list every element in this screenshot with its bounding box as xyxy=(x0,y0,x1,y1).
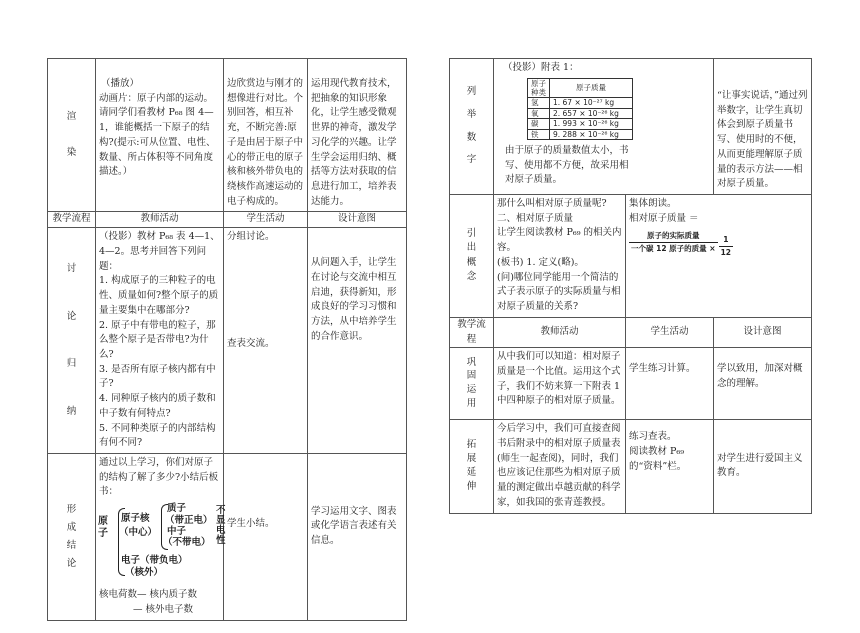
row-concept xyxy=(450,195,812,318)
label-nucleus: 原子核 xyxy=(121,513,150,525)
question-item: 2. 原子中有带电的粒子，那么整个原子是否带电?为什么? xyxy=(99,319,216,360)
flow-char: 讨 xyxy=(66,263,77,275)
flow-char: 伸 xyxy=(466,481,477,493)
header-row xyxy=(48,212,407,228)
atom-mass: 2. 657 × 10⁻²⁶ kg xyxy=(550,108,633,118)
teacher-activity-cell xyxy=(96,453,224,620)
flow-char: 引 xyxy=(466,228,477,240)
flow-cell-conclusion xyxy=(48,453,96,620)
flow-char: 展 xyxy=(466,452,477,464)
teacher-text: 由于原子的质量数值太小，书写、使用都不方便，故采用相对原子质量。 xyxy=(505,144,629,186)
student-text: 学生小结。 xyxy=(227,517,275,529)
teacher-activity-cell xyxy=(494,420,626,513)
student-activity-cell xyxy=(626,348,714,420)
flow-char: 列 xyxy=(466,85,477,97)
flow-char: 论 xyxy=(66,557,77,569)
fraction-numerator: 原子的实际质量 xyxy=(629,230,718,243)
teacher-text: 请同学们看教材 P₆₈ 图 4—1，谁能概括一下原子的结构?(提示:可从位置、电性、数量、所占体积等不同角度描述。） xyxy=(99,107,216,178)
header-teacher: 教师活动 xyxy=(96,212,224,228)
mass-table-col1b: 种类 xyxy=(531,88,546,98)
label-proton: 质子 xyxy=(167,503,187,515)
student-text: 集体朗读。 xyxy=(629,198,677,210)
student-text: 学生练习计算。 xyxy=(629,363,696,375)
flow-cell-concept xyxy=(450,195,494,318)
label-neutron: 中子 xyxy=(167,526,187,538)
teacher-activity-cell xyxy=(494,59,714,195)
teacher-text: (问)哪位同学能用一个简洁的式子表示原子的实际质量与相对原子质量的关系? xyxy=(497,271,621,313)
student-activity-cell xyxy=(626,195,812,318)
teacher-activity-cell xyxy=(96,59,224,212)
flow-char: 归 xyxy=(66,358,77,370)
design-intent-cell xyxy=(308,228,407,454)
table-row xyxy=(528,98,633,108)
mass-table-col2: 原子质量 xyxy=(550,78,633,98)
row-consolidate xyxy=(450,348,812,420)
design-text: 学习运用文字、图表或化学语言表述有关信息。 xyxy=(311,505,397,547)
label-electron: 电子（带负电） xyxy=(121,555,188,567)
atom-name: 碳 xyxy=(528,119,550,129)
formula-line: 核电荷数— 核内质子数 xyxy=(99,589,198,601)
right-lesson-table xyxy=(449,58,812,514)
design-intent-cell xyxy=(308,59,407,212)
table-row xyxy=(528,129,633,139)
question-item: 4. 同种原子核内的质子数和中子数有何特点? xyxy=(99,393,216,419)
row-extend xyxy=(450,420,812,513)
teacher-text: 从中我们可以知道：相对原子质量是一个比值。运用这个式子，我们不妨来算一下附表 1 中四种原子的相对原子质量。 xyxy=(497,351,621,407)
student-text: 分组讨论。 xyxy=(227,231,275,243)
atom-mass: 9. 288 × 10⁻²⁶ kg xyxy=(550,129,633,139)
label-outside: （核外） xyxy=(125,567,164,579)
teacher-text: （播放） xyxy=(101,78,140,89)
left-lesson-table xyxy=(47,58,407,621)
label-neutral: （不带电） xyxy=(163,537,211,549)
teacher-text: 二、相对原子质量 xyxy=(497,212,574,224)
teacher-text: （投影）附表 1： xyxy=(503,62,579,73)
design-text: “让事实说话，”通过列举数字，让学生真切体会到原子质量书写、使用时的不便，从而更能理解原子质量的表示方法——相对原子质量。 xyxy=(717,90,808,190)
row-discuss xyxy=(48,228,407,454)
label-center: （中心） xyxy=(119,527,158,539)
atom-name: 氧 xyxy=(528,108,550,118)
flow-cell-discuss xyxy=(48,228,96,454)
flow-char: 拓 xyxy=(466,438,477,450)
flow-char: 纳 xyxy=(66,405,77,417)
atom-mass: 1. 993 × 10⁻²⁶ kg xyxy=(550,119,633,129)
atom-mass: 1. 67 × 10⁻²⁷ kg xyxy=(550,98,633,108)
table-row xyxy=(528,119,633,129)
atom-name: 氢 xyxy=(528,98,550,108)
student-activity-cell xyxy=(626,420,714,513)
header-flow: 教学流程 xyxy=(450,317,494,347)
design-text: 从问题入手，让学生在讨论与交流中相互启迪，获得新知，形成良好的学习习惯和方法，从中培养学生的合作意识。 xyxy=(311,257,397,342)
formula-fraction xyxy=(629,230,718,254)
design-intent-cell xyxy=(714,420,812,513)
teacher-text: 那什么叫相对原子质量呢? xyxy=(497,198,607,210)
question-item: 1. 构成原子的三种粒子的电性、质量如何?整个原子的质量主要集中在哪部分? xyxy=(99,275,219,316)
flow-char: 论 xyxy=(66,310,77,322)
flow-cell-rendering xyxy=(48,59,96,212)
formula-label: 相对原子质量 ＝ xyxy=(629,212,699,224)
header-design: 设计意图 xyxy=(714,317,812,347)
label-atom: 原子 xyxy=(98,516,108,539)
flow-char: 举 xyxy=(466,108,477,120)
header-student: 学生活动 xyxy=(224,212,308,228)
flow-char: 念 xyxy=(466,270,477,282)
label-positive: （带正电） xyxy=(165,515,213,527)
teacher-text: 今后学习中，我们可直接查阅书后附录中的相对原子质量表(师生一起查阅)，同时，我们也应该记住那些为相对原子质量的测定做出卓越贡献的科学家，如我国的张青莲教授。 xyxy=(497,423,621,508)
teacher-activity-cell xyxy=(96,228,224,454)
mass-table-col1: 原子 xyxy=(531,78,546,88)
flow-cell-consolidate xyxy=(450,348,494,420)
design-intent-cell xyxy=(714,348,812,420)
flow-char: 染 xyxy=(66,147,77,159)
teacher-text: （投影）教材 P₆₈ 表 4—1、4—2。思考并回答下列问题： xyxy=(99,231,220,272)
label-no-charge: 不 显 电 性 xyxy=(216,505,226,547)
flow-char: 用 xyxy=(466,398,477,409)
student-text: 边欣赏边与刚才的想像进行对比。个别回答，相互补充，不断完善:原子是由居于原子中心的带正电的原子核和核外带负电的绕核作高速运动的电子构成的。 xyxy=(227,78,304,207)
design-text: 对学生进行爱国主义教育。 xyxy=(717,452,803,479)
row-list-numbers xyxy=(450,59,812,195)
header-design: 设计意图 xyxy=(308,212,407,228)
teacher-text: 让学生阅读教材 P₆₉ 的相关内容。 xyxy=(497,227,622,254)
formula-twelfth: $\frac{1}{12}$ xyxy=(720,235,732,258)
student-activity-cell xyxy=(224,59,308,212)
flow-char: 结 xyxy=(66,539,77,551)
header-student: 学生活动 xyxy=(626,317,714,347)
design-text: 运用现代教育技术，把抽象的知识形象化，让学生感受微观世界的神奇，激发学习化学的兴趣。让学生学会运用归纳、概括等方法对获取的信息进行加工，培养表达能力。 xyxy=(311,78,397,207)
teacher-text: 动画片：原子内部的运动。 xyxy=(99,92,214,104)
table-row xyxy=(528,108,633,118)
flow-char: 概 xyxy=(466,256,477,268)
atomic-mass-table xyxy=(527,78,633,140)
relative-mass-formula xyxy=(629,226,808,258)
fraction-denominator: 一个碳 12 原子的质量 × xyxy=(631,244,716,254)
student-text: 练习查表。 xyxy=(629,431,677,443)
row-conclusion xyxy=(48,453,407,620)
flow-char: 渲 xyxy=(66,111,77,123)
student-text: 阅读教材 P₆₉ 的“资料”栏。 xyxy=(629,445,687,472)
flow-cell-extend xyxy=(450,420,494,513)
flow-char: 巩 xyxy=(466,356,477,368)
flow-char: 形 xyxy=(66,503,77,515)
flow-char: 延 xyxy=(466,467,477,479)
flow-char: 数 xyxy=(466,131,477,143)
flow-char: 出 xyxy=(466,242,477,254)
atom-name: 铁 xyxy=(528,129,550,139)
mass-table-header xyxy=(528,78,633,98)
student-text: 查表交流。 xyxy=(227,337,275,349)
flow-char: 固 xyxy=(466,370,477,382)
design-intent-cell xyxy=(714,59,812,195)
teacher-text: 通过以上学习，你们对原子的结构了解了多少?小结后板书： xyxy=(99,456,219,498)
teacher-text: (板书) 1. 定义(略)。 xyxy=(497,256,584,268)
question-item: 5. 不同种类原子的内部结构有何不同? xyxy=(99,422,216,449)
header-teacher: 教师活动 xyxy=(494,317,626,347)
teacher-activity-cell xyxy=(494,195,626,318)
flow-cell-list-numbers xyxy=(450,59,494,195)
formula-line: — 核外电子数 xyxy=(133,603,194,615)
header-row xyxy=(450,317,812,347)
design-intent-cell xyxy=(308,453,407,620)
question-item: 3. 是否所有原子核内都有中子? xyxy=(99,363,216,390)
design-text: 学以致用，加深对概念的理解。 xyxy=(717,363,803,389)
flow-char: 运 xyxy=(466,384,477,396)
student-activity-cell xyxy=(224,228,308,454)
header-flow: 教学流程 xyxy=(48,212,96,228)
student-activity-cell xyxy=(224,453,308,620)
flow-char: 成 xyxy=(66,521,77,533)
teacher-activity-cell xyxy=(494,348,626,420)
row-rendering xyxy=(48,59,407,212)
atom-structure-diagram xyxy=(99,502,231,597)
flow-char: 字 xyxy=(466,154,477,166)
